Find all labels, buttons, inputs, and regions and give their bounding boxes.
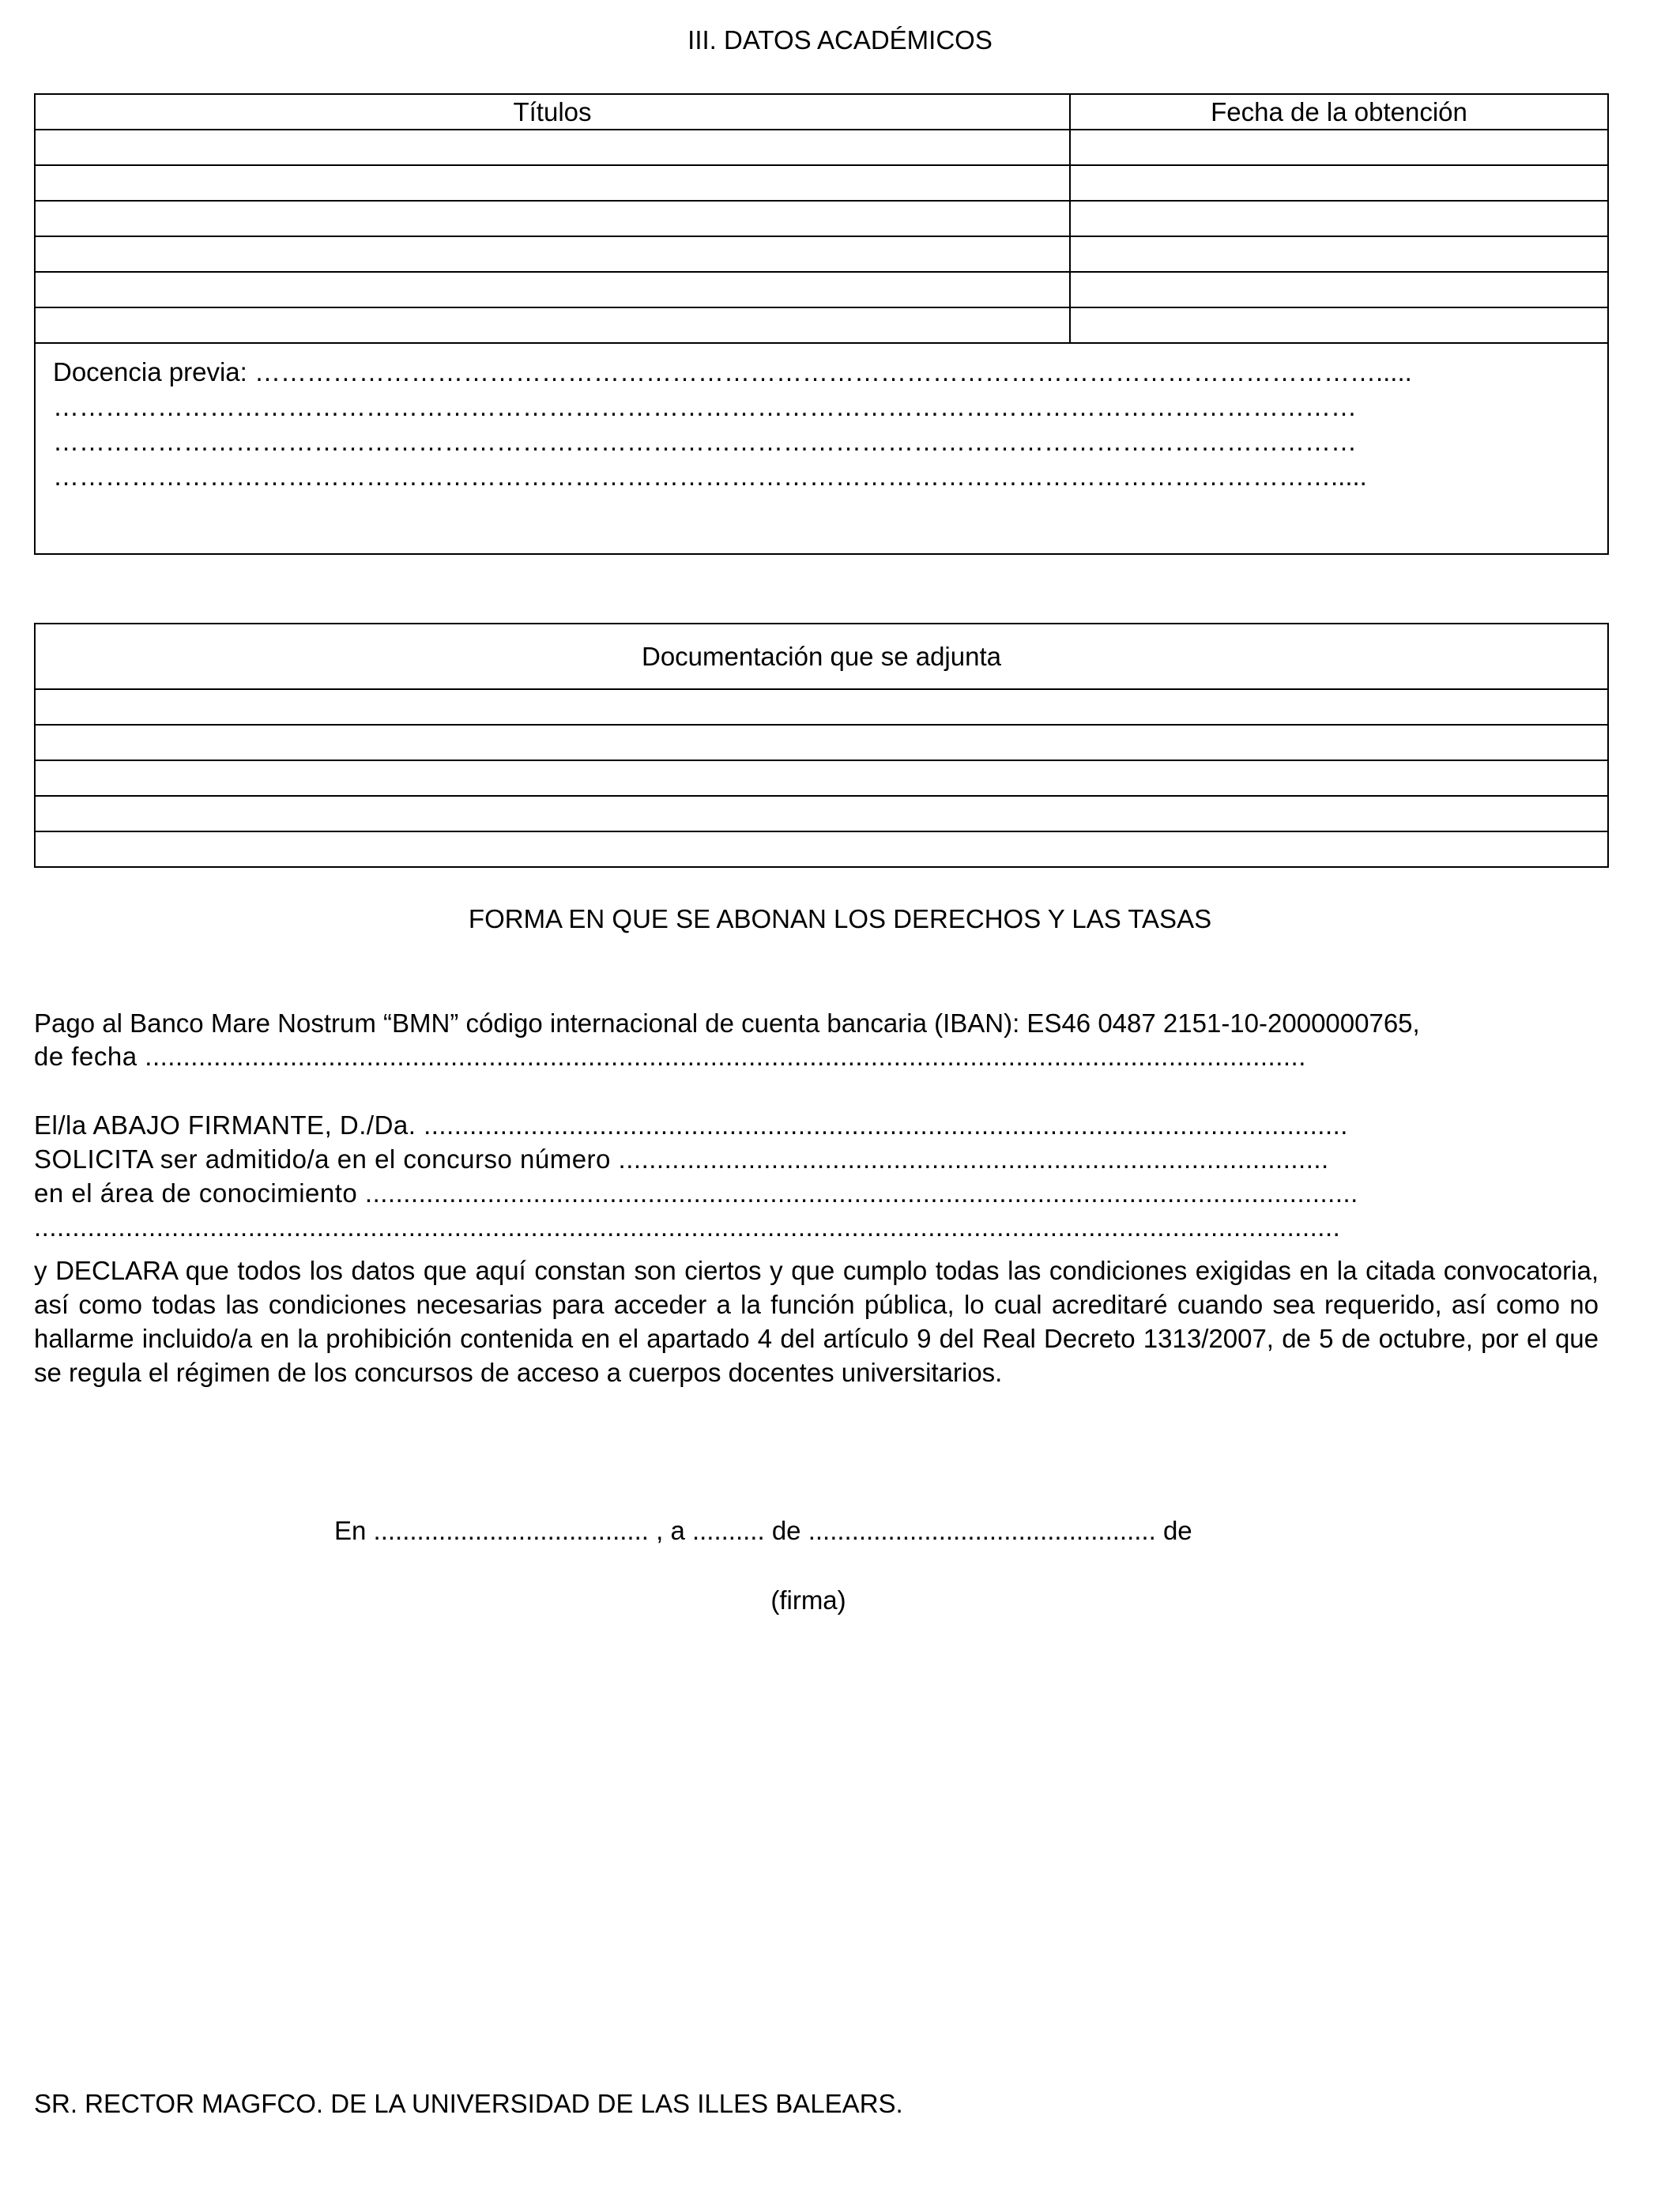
titulo-input-cell[interactable] [36, 273, 1071, 307]
declaration-paragraph: y DECLARA que todos los datos que aquí constan son ciertos y que cumplo todas las condiciones exigidas en la citada convocatoria, así como todas las condiciones necesarias para acceder a la función pública, lo cual acreditaré cuando sea requerido, así como no hallarme incluido/a en la prohibición contenida en el apartado 4 del artículo 9 del Real Decreto 1313/2007, de 5 de octubre, por el que se regula el régimen de los concursos de acceso a cuerpos docentes universitarios. [34, 1256, 1599, 1387]
table-row [36, 237, 1607, 273]
fecha-input-cell[interactable] [1071, 237, 1607, 271]
fecha-input-cell[interactable] [1071, 273, 1607, 307]
payment-date-field[interactable]: de fecha ........................................................................................................................................................ [34, 1042, 1306, 1071]
fecha-input-cell[interactable] [1071, 308, 1607, 342]
table-row [36, 166, 1607, 202]
titulo-input-cell[interactable] [36, 166, 1071, 200]
academic-table-header-row [36, 95, 1607, 130]
documentation-row[interactable] [36, 726, 1607, 761]
titulo-input-cell[interactable] [36, 308, 1071, 342]
firmante-name-field[interactable]: El/la ABAJO FIRMANTE, D./Da. ......................................................................................................................... [34, 1110, 1348, 1140]
docencia-previa-line[interactable]: …………………………………………………………………………………………………………………………………… [53, 392, 1357, 421]
documentation-table [34, 623, 1609, 868]
table-row [36, 308, 1607, 344]
area-conocimiento-continuation-field[interactable]: ........................................................................................................................................................................... [34, 1212, 1341, 1242]
fecha-input-cell[interactable] [1071, 130, 1607, 164]
documentation-row[interactable] [36, 797, 1607, 832]
payment-title: FORMA EN QUE SE ABONAN LOS DERECHOS Y LAS TASAS [468, 904, 1212, 933]
fecha-input-cell[interactable] [1071, 202, 1607, 236]
signature-label: (firma) [770, 1585, 846, 1615]
docencia-previa-line[interactable]: …………………………………………………………………………………………………………………………………… [53, 427, 1357, 456]
fecha-obtencion-header: Fecha de la obtención [1211, 96, 1467, 126]
titulo-input-cell[interactable] [36, 130, 1071, 164]
place-date-line[interactable]: En ...................................... , a .......... de ................................................ de [334, 1516, 1192, 1545]
area-conocimiento-field[interactable]: en el área de conocimiento .................................................................................................................................. [34, 1178, 1358, 1208]
titulo-input-cell[interactable] [36, 237, 1071, 271]
documentation-row[interactable] [36, 690, 1607, 726]
table-row [36, 202, 1607, 237]
fecha-input-cell[interactable] [1071, 166, 1607, 200]
documentation-row[interactable] [36, 832, 1607, 866]
titulo-input-cell[interactable] [36, 202, 1071, 236]
section-title: III. DATOS ACADÉMICOS [687, 25, 993, 55]
concurso-number-field[interactable]: SOLICITA ser admitido/a en el concurso número ............................................................................................. [34, 1144, 1329, 1174]
docencia-previa-line[interactable]: Docencia previa: …………………………………………………………………………………………………………………..... [53, 357, 1412, 386]
table-row [36, 130, 1607, 166]
payment-iban-line: Pago al Banco Mare Nostrum “BMN” código internacional de cuenta bancaria (IBAN): ES46 0487 2151-10-2000000765, [34, 1008, 1420, 1038]
titulos-header: Títulos [36, 95, 1071, 129]
documentation-row[interactable] [36, 761, 1607, 797]
documentation-header [36, 624, 1607, 690]
documentation-header-label: Documentación que se adjunta [642, 641, 1001, 671]
addressee-line: SR. RECTOR MAGFCO. DE LA UNIVERSIDAD DE LAS ILLES BALEARS. [34, 2089, 903, 2118]
docencia-previa-line[interactable]: …………………………………………………………………………………………………………………………………..... [53, 462, 1367, 491]
academic-table [34, 93, 1609, 555]
table-row [36, 273, 1607, 308]
